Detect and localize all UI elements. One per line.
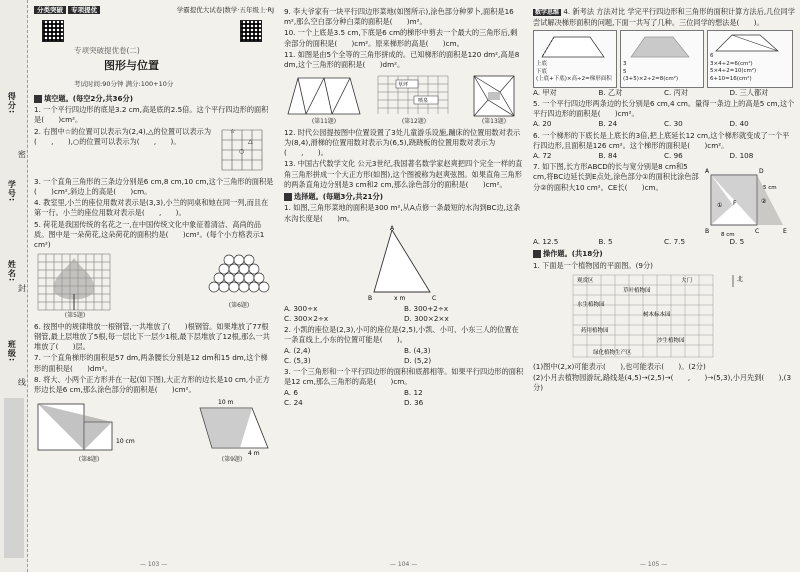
option[interactable]: A. 12.5: [533, 237, 559, 247]
header-banner: [34, 6, 274, 92]
svg-text:大门: 大门: [681, 277, 693, 284]
binding-mark-2: 封: [17, 284, 27, 293]
question-7: 7. 一个直角梯形的面积是57 dm,两条腰长分别是12 dm和15 dm,这个梯形的面积是( )dm²。: [34, 353, 268, 373]
binding-mark-3: 线: [17, 378, 27, 387]
header-tag-1: 分类突破: [34, 6, 66, 14]
binding-mark-1: 密: [17, 150, 27, 159]
label-10m: 10 m: [218, 399, 234, 407]
method-box-c: 6 3×4÷2=6(cm²) 5×4÷2=10(cm²) 6+10=16(cm²): [707, 30, 793, 88]
option[interactable]: D. 300×2×x: [404, 314, 449, 324]
option[interactable]: D. 5: [729, 237, 745, 247]
question-3: 3. 一个直角三角形的三条边分别是6 cm,8 cm,10 cm,这个三角形的面积是( )cm²,斜边上的高是( )cm。: [34, 176, 274, 196]
column-2: [284, 6, 524, 408]
operation-question-1: 1. 下面是一个植物园的平面图。(9分): [533, 260, 653, 270]
page-number-104: — 104 —: [390, 561, 418, 569]
svg-text:树木标本园: 树木标本园: [643, 311, 671, 318]
figure-9-caption: (第9题): [221, 456, 243, 464]
method-comparison-boxes: [533, 30, 795, 88]
lotus-grid-figure: [34, 252, 116, 312]
svg-text:☆: ☆: [230, 127, 236, 135]
column-1: [34, 6, 274, 465]
grass-label: 草坪: [398, 82, 409, 89]
rectangle-abcd-figure: [703, 161, 793, 237]
question-4: 4. 教室里,小兰的座位用数对表示是(3,3),小兰的同桌和她在同一列,而且在第一行。小兰的座位用数对表示是( , )。: [34, 198, 269, 218]
class-label: 班级:: [7, 340, 17, 363]
choice-6-options: [533, 151, 795, 161]
zhao-shuang-figure: [464, 72, 524, 118]
section-marker-icon: [34, 95, 42, 103]
student-id-label: 学号:: [7, 180, 17, 203]
binding-strip: [0, 0, 28, 572]
operation-question-1b: (2)小月去植物园游玩,路线是(4,5)→(2,5)→( , )→(5,3),小月先到( ),(3分): [533, 373, 792, 393]
question-10: 10. 一个上底是3.5 cm,下底是6 cm的梯形中剪去一个最大的三角形后,剩余部分的面积是( )cm²。原来梯形的高是( )cm。: [284, 28, 518, 48]
section-fill-in-title: 填空题。(每空2分,共36分): [34, 94, 274, 104]
figure-5-caption: (第5题): [64, 312, 86, 320]
squares-figure: [34, 398, 144, 456]
name-label: 姓名:: [7, 260, 17, 283]
option[interactable]: D. 三人都对: [729, 87, 769, 97]
thinking-tag: 数学思维: [535, 9, 560, 16]
svg-text:x m: x m: [394, 294, 406, 302]
operation-question-1a: (1)图中(2,x)可能表示( ),也可能表示( )。(2分): [533, 361, 706, 371]
svg-text:绿化植物生产区: 绿化植物生产区: [593, 349, 632, 356]
fountain-label: 喷泉: [418, 98, 429, 105]
svg-text:8 cm: 8 cm: [721, 232, 735, 238]
option[interactable]: B. 84: [598, 151, 618, 161]
section-choice-title: 选择题。(每题3分,共21分): [284, 192, 524, 202]
park-grid-figure: [374, 72, 454, 118]
svg-text:D: D: [759, 168, 764, 176]
page-number-105: — 105 —: [640, 561, 668, 569]
choice-question-5: 5. 一个平行四边形两条边的长分别是6 cm,4 cm。量得一条边上的高是5 cm,这个平行四边形的面积是( )cm²。: [533, 98, 795, 119]
svg-text:药用植物园: 药用植物园: [581, 327, 609, 334]
series-title: 专项突破提优卷(二): [74, 46, 140, 55]
option[interactable]: C. 7.5: [664, 237, 686, 247]
pipes-stack-figure: [204, 252, 274, 302]
question-13: 13. 中国古代数学文化 公元3世纪,我国著名数学家赵爽把四个完全一样的直角三角形拼成一个大正方形(如图),这个图被称为赵爽弦图。如果直角三角形的两条直角边分别是3 cm和2 cm,那么涂色部分的面积是( )cm²。: [284, 159, 523, 189]
option[interactable]: C. 丙对: [664, 87, 688, 97]
choice-3-options: [284, 388, 524, 408]
svg-text:C: C: [432, 294, 437, 302]
svg-text:△: △: [248, 137, 253, 145]
option[interactable]: B. 300+2÷x: [404, 303, 449, 313]
trapezoid-figure: [190, 398, 274, 456]
option[interactable]: A. (2,4): [284, 345, 311, 355]
figure-11-caption: (第11题): [311, 118, 337, 126]
option[interactable]: D. 36: [404, 397, 424, 407]
choice-7-options: [533, 237, 795, 247]
option[interactable]: D. (5,2): [404, 355, 432, 365]
coordinate-grid-figure: [214, 126, 272, 176]
option[interactable]: C. 30: [664, 119, 683, 129]
choice-5-options: [533, 119, 795, 129]
column-3: [533, 6, 795, 394]
svg-text:B: B: [368, 294, 373, 302]
option[interactable]: B. 乙对: [598, 87, 623, 97]
svg-text:○: ○: [239, 147, 245, 155]
choice-1-options: [284, 304, 524, 324]
svg-text:草叶植物园: 草叶植物园: [623, 287, 651, 294]
header-tag-2: 专项提优: [68, 6, 100, 14]
choice-4-options: [533, 88, 795, 98]
choice-question-3: 3. 一个三角形和一个平行四边形的面积和底都相等。如果平行四边形的面积是12 cm,那么三角形的高是( )cm。: [284, 367, 524, 387]
option[interactable]: D. 108: [729, 151, 754, 161]
svg-text:C: C: [755, 228, 760, 236]
section-marker-icon: [284, 193, 292, 201]
option[interactable]: C. 96: [664, 151, 683, 161]
question-11: 11. 如图是由5个全等的三角形拼成的。已知梯形的面积是120 dm²,高是8 dm,这个三角形的面积是( )dm²。: [284, 49, 520, 70]
svg-text:水生植物园: 水生植物园: [577, 301, 605, 308]
svg-text:①: ①: [717, 202, 723, 210]
svg-text:A: A: [390, 224, 395, 232]
svg-text:②: ②: [761, 198, 767, 206]
book-title: 学霸提优大试卷|数学·五年级上·RJ: [176, 6, 274, 14]
qr-code-icon: [240, 20, 262, 42]
choice-question-1: 1. 如图,三角形菜地的面积是300 m²,从A点修一条最短的水沟到BC边,这条水沟长度是( )m。: [284, 203, 521, 223]
option[interactable]: B. (4,3): [404, 345, 431, 355]
section-marker-icon: [533, 250, 541, 258]
question-8: 8. 将大、小两个正方形并在一起(如下图),大正方形的边长是10 cm,小正方形边长是6 cm,那么涂色部分的面积是( )cm²。: [34, 374, 270, 395]
label-10cm: 10 cm: [116, 438, 135, 446]
svg-text:5 cm: 5 cm: [763, 185, 777, 192]
svg-text:北: 北: [737, 275, 744, 283]
choice-question-4: 数学思维 4. 新考法 方法对比 学完平行四边形和三角形的面积计算方法后,几位同学尝试解决梯形面积的问题,下面一共写了几种。三位同学的想法是( )。: [533, 7, 795, 27]
question-12: 12. 时代公园提按图中位置设置了3处儿童游乐设施,蹦床的位置用数对表示为(8,4),滑梯的位置用数对表示为(6,5),跷跷板的位置用数对表示为( , )。: [284, 127, 521, 158]
option[interactable]: A. 72: [533, 151, 552, 161]
option[interactable]: B. 24: [598, 119, 618, 129]
svg-text:B: B: [705, 228, 710, 236]
stamp-image: [4, 398, 24, 558]
question-6: 6. 按图中的规律堆放一根钢管,一共堆放了( )根钢管。如果堆放了77根钢管,最上层堆放了5根,每一层比下一层少1根,最下层堆放了12根,那么一共堆放了( )层。: [34, 321, 270, 352]
figure-8-caption: (第8题): [78, 456, 100, 464]
choice-2-options: [284, 346, 524, 366]
question-9: 9. 李大爷家有一块平行四边形菜地(如图所示),涂色部分种萝卜,面积是16 m²,那么空白部分种白菜的面积是( )m²。: [284, 7, 514, 27]
svg-text:F: F: [733, 200, 737, 208]
option[interactable]: A. 300÷x: [284, 303, 318, 313]
option[interactable]: B. 5: [598, 237, 613, 247]
svg-text:观赏区: 观赏区: [577, 277, 594, 284]
option[interactable]: A. 20: [533, 119, 552, 129]
page-title: 图形与位置: [104, 59, 159, 72]
option[interactable]: A. 甲对: [533, 87, 557, 97]
svg-text:E: E: [783, 228, 787, 236]
svg-text:沙生植物园: 沙生植物园: [657, 337, 685, 344]
question-1: 1. 一个平行四边形的底是3.2 cm,高是底的2.5倍。这个平行四边形的面积是( )cm²。: [34, 105, 269, 125]
figure-6-caption: (第6题): [228, 302, 250, 310]
page-number-103: — 103 —: [140, 561, 168, 569]
method-box-b: 3 5 (3+5)×2÷2=8(cm²): [620, 30, 704, 88]
svg-text:A: A: [705, 168, 710, 176]
option[interactable]: C. (5,3): [284, 355, 311, 365]
figure-12-caption: (第12题): [401, 118, 427, 126]
score-label: 得分:: [7, 92, 17, 115]
label-4m: 4 m: [248, 450, 260, 457]
option[interactable]: A. 6: [284, 387, 298, 397]
triangle-field-figure: [284, 224, 524, 304]
figure-13-caption: (第13题): [481, 118, 507, 126]
question-5: 5. 荷花是我国传统的名花之一,在中国传统文化中象征着清洁、高尚的品质。图中是一朵荷花,这朵荷花的面积约是( )cm²。(每个小方格表示1 cm²): [34, 219, 265, 249]
exam-meta: 考试时间:90分钟 满分:100+10分: [74, 80, 174, 88]
option[interactable]: B. 12: [404, 387, 423, 397]
section-operation-title: 操作题。(共18分): [533, 249, 795, 259]
option[interactable]: C. 300×2÷x: [284, 314, 329, 324]
method-box-a: 上底 下底 (上底+下底)×高÷2=梯形面积: [533, 30, 617, 88]
choice-question-6: 6. 一个梯形的下底长是上底长的3倍,把上底延长12 cm,这个梯形就变成了一个平行四边形,且面积是126 cm²。这个梯形的面积是( )cm²。: [533, 130, 790, 150]
botanical-garden-map: [563, 271, 763, 361]
question-2: 2. 右图中☆的位置可以表示为(2,4),△的位置可以表示为( , ),○的位置可以表示为( , )。: [34, 126, 212, 146]
qr-code-icon: [42, 20, 64, 42]
triangles-trapezoid-figure: [284, 72, 364, 118]
choice-question-7: 7. 如下图,长方形ABCD的长与宽分别是8 cm和5 cm,将BC边延长到E点处,涂色部分①的面积比涂色部分②的面积大10 cm²。CE长( )cm。: [533, 162, 699, 192]
option[interactable]: D. 40: [729, 119, 749, 129]
choice-question-2: 2. 小凯的座位是(2,3),小可的座位是(2,5),小凯、小可、小东三人的位置在一条直线上,小东的位置可能是( )。: [284, 325, 519, 345]
option[interactable]: C. 24: [284, 397, 303, 407]
